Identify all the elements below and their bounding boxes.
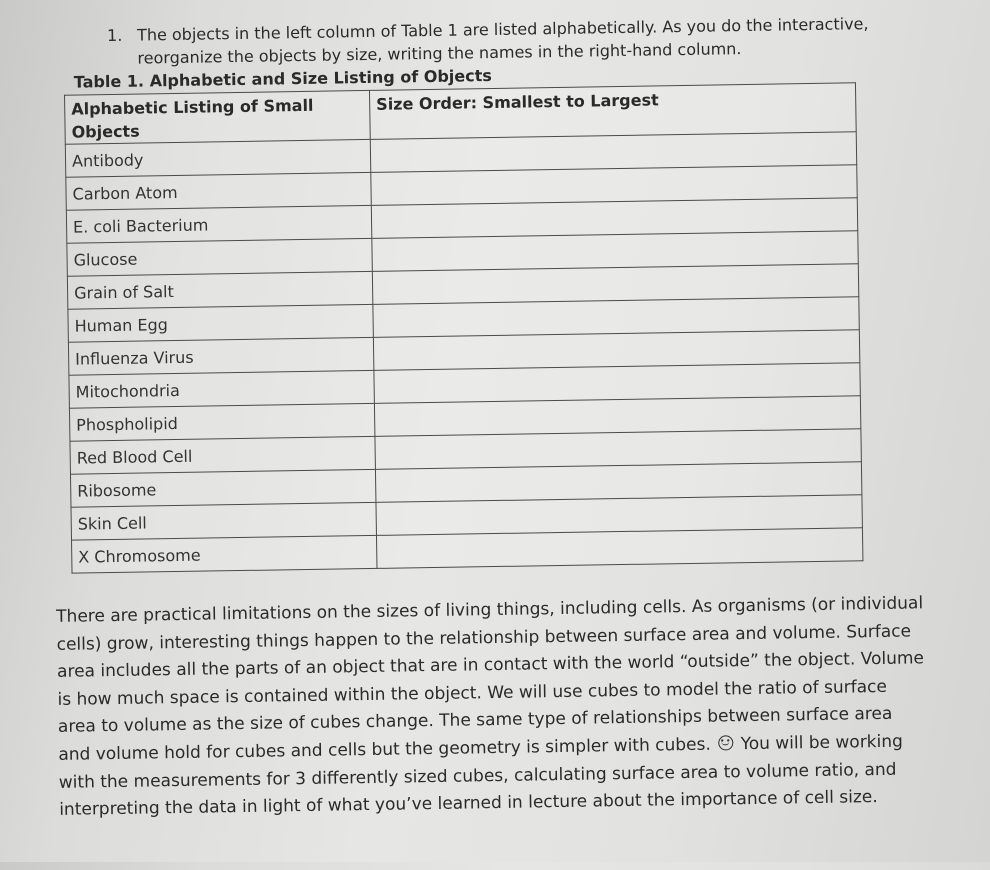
object-name-cell: Phospholipid	[69, 403, 374, 441]
smiley-face-icon	[718, 735, 733, 750]
header-alphabetic: Alphabetic Listing of Small Objects	[65, 90, 371, 144]
object-name-cell: Antibody	[65, 139, 370, 177]
objects-table	[64, 82, 863, 573]
object-name-cell: E. coli Bacterium	[66, 205, 371, 243]
object-name-cell: Influenza Virus	[68, 337, 373, 375]
question-text: The objects in the left column of Table 1 are listed alphabetically. As you do the interactive, reorganize the objects by size, writing the names in the right-hand column.	[136, 14, 869, 68]
object-name-cell: Red Blood Cell	[70, 436, 375, 474]
object-name-cell: X Chromosome	[72, 535, 377, 573]
table-body	[65, 132, 863, 573]
object-name-cell: Carbon Atom	[66, 172, 371, 210]
object-name-cell: Skin Cell	[71, 502, 376, 540]
table-caption: Table 1. Alphabetic and Size Listing of Objects	[73, 66, 492, 92]
body-paragraph	[56, 590, 929, 824]
paragraph-text-start: There are practical limitations on the sizes of living things, including cells. As organisms (or individual cells) grow, interesting things happen to the relationship between surface area and volume. Surface area includes all the parts of an object that are in contact with the world “outside” the object. Volume is how much space is contained within the object. We will use cubes to model the ratio of surface area to volume as the size of cubes change. The same type of relationships between surface area and volume hold for cubes and cells but the geometry is simpler with cubes.	[56, 593, 925, 765]
object-name-cell: Human Egg	[68, 304, 373, 342]
object-name-cell: Grain of Salt	[67, 271, 372, 309]
question-number: 1.	[106, 25, 123, 46]
object-name-cell: Ribosome	[70, 469, 375, 507]
header-size-order: Size Order: Smallest to Largest	[369, 83, 856, 140]
paragraph-text-end: You will be working with the measurements for 3 differently sized cubes, calculating surface area to volume ratio, and interpreting the data in light of what you’ve learned in lecture about the importance of cell size.	[58, 731, 904, 821]
object-name-cell: Glucose	[67, 238, 372, 276]
object-name-cell: Mitochondria	[69, 370, 374, 408]
size-order-cell[interactable]	[376, 528, 862, 569]
question-1	[107, 11, 908, 70]
